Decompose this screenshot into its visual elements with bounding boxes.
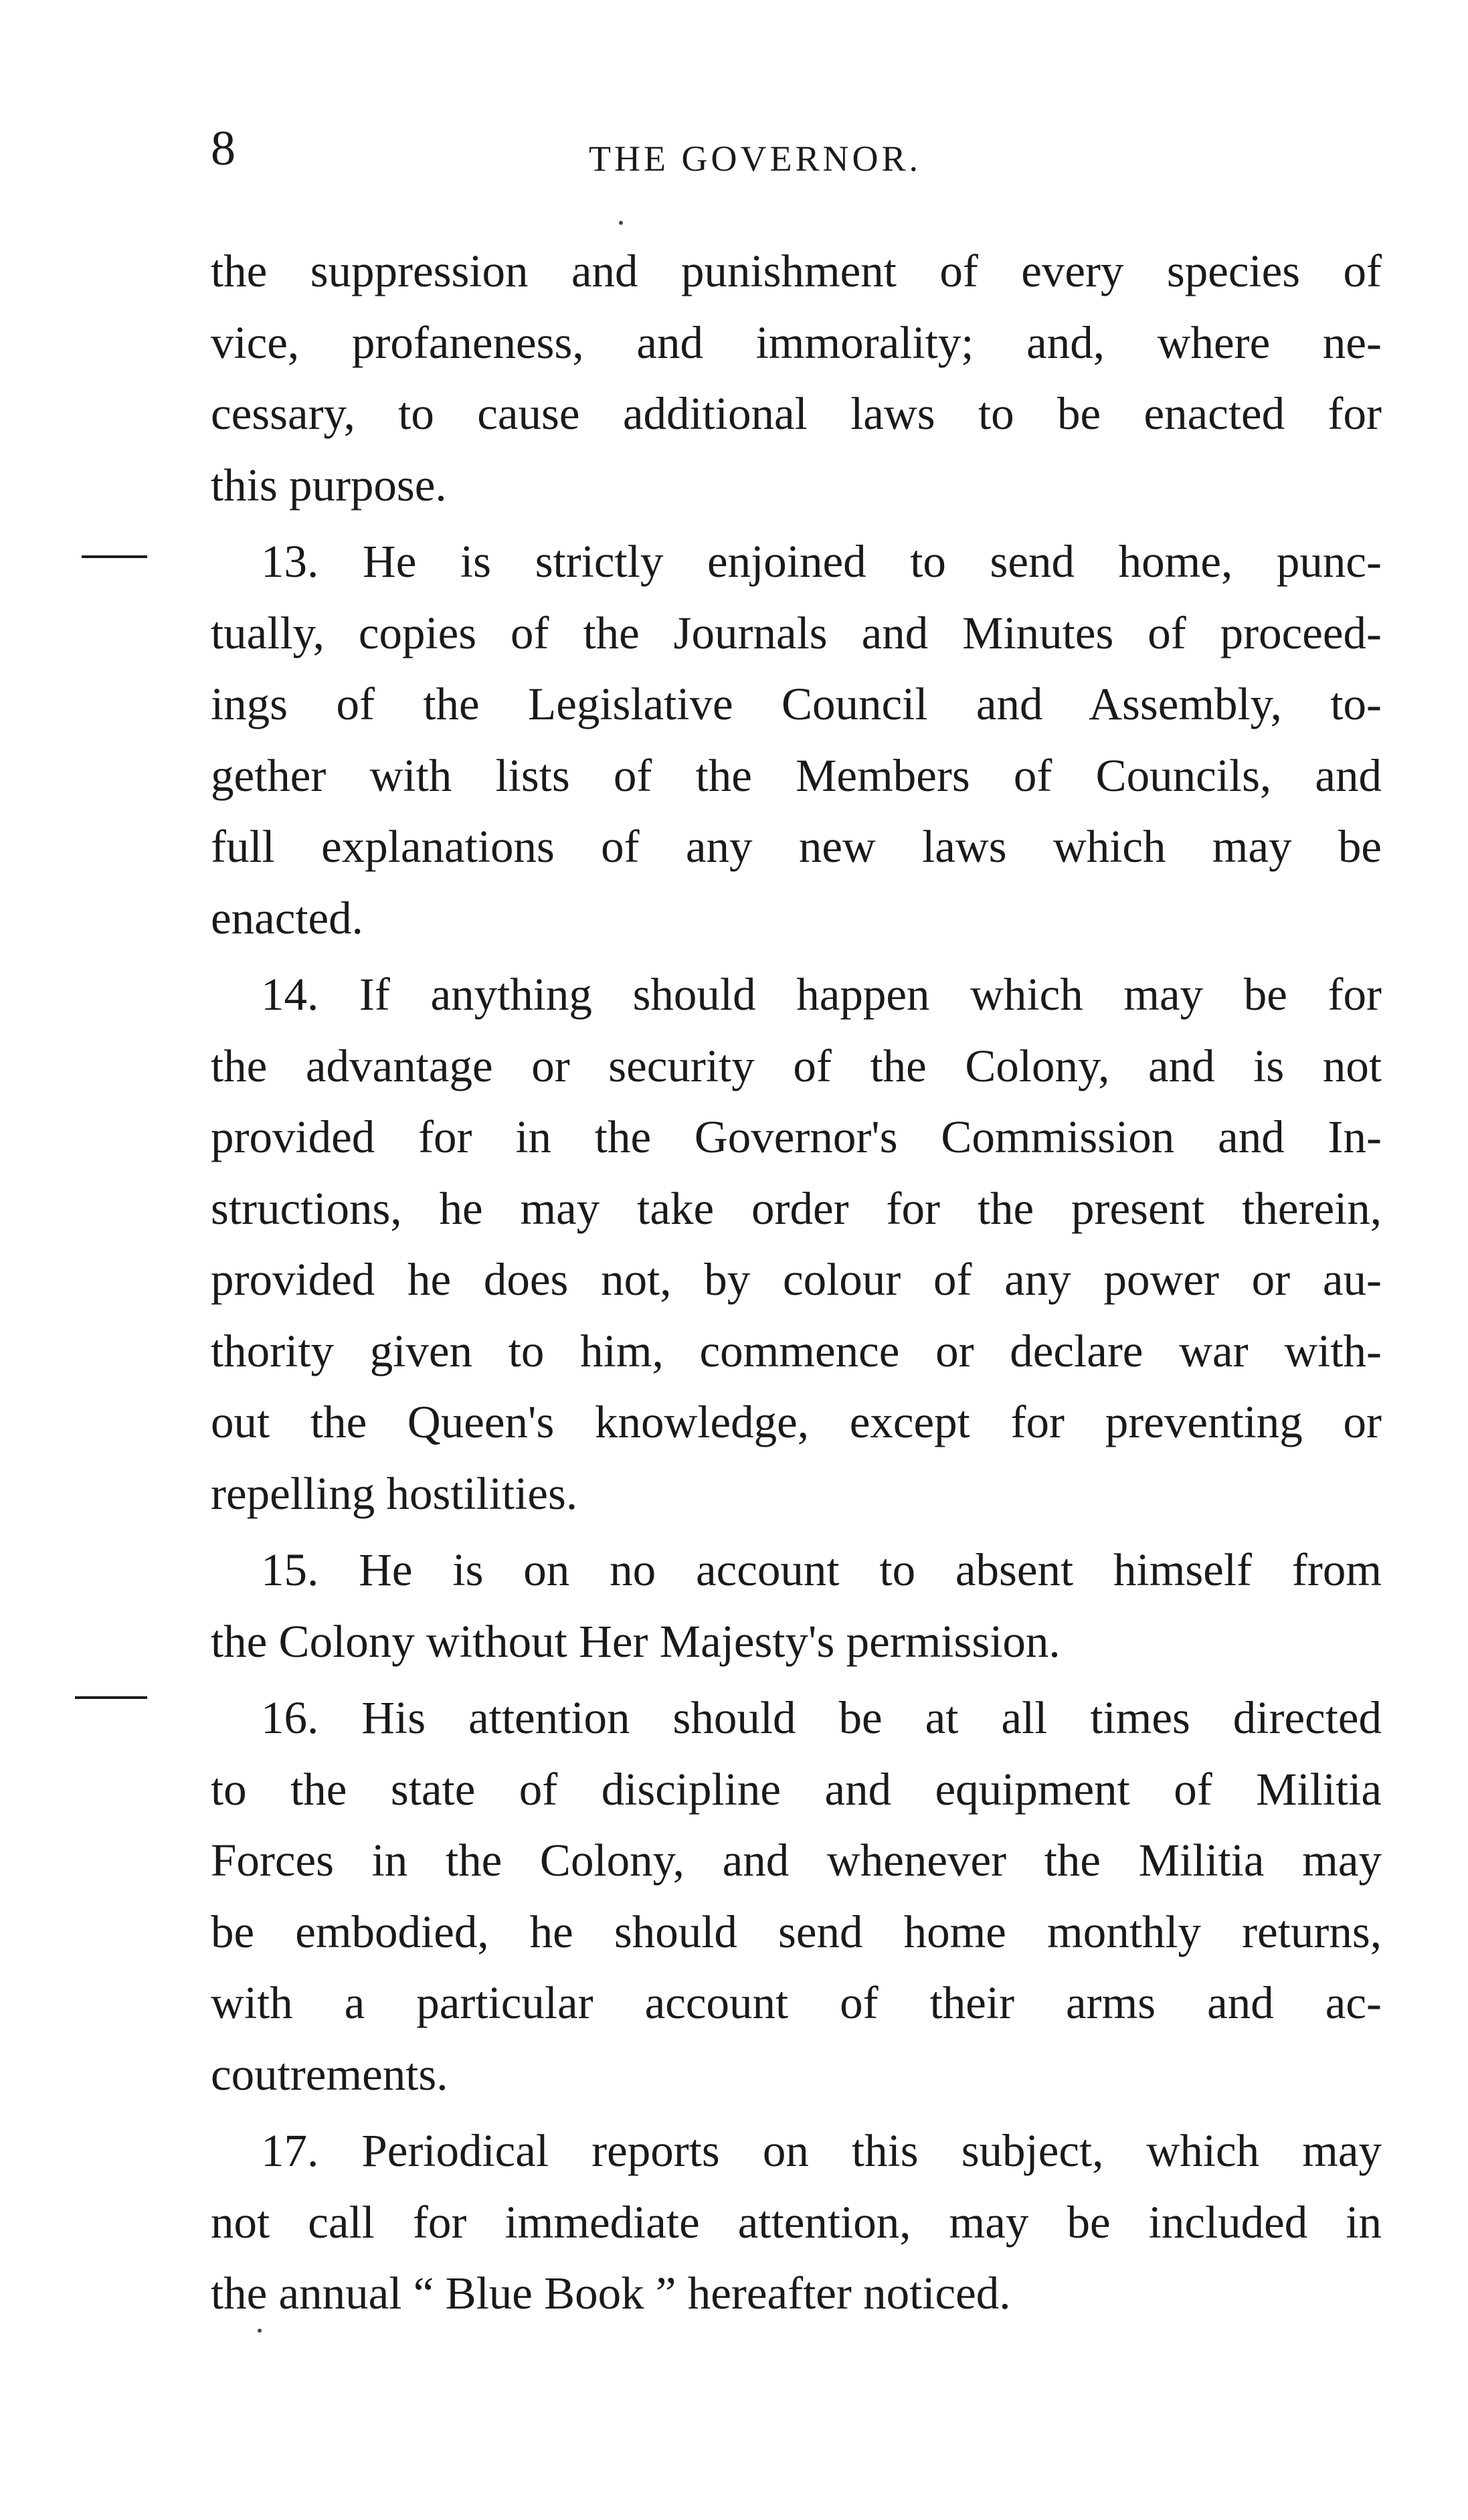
ink-speck <box>258 2329 262 2333</box>
paragraph-15-first-line: 15. He is on no account to absent himself from <box>261 1544 1382 1595</box>
text-line: to the state of discipline and equipment of Militia <box>211 1763 1382 1815</box>
text-line: repelling hostilities. <box>211 1467 578 1519</box>
page-number: 8 <box>211 121 236 176</box>
paragraph-14-first-line: 14. If anything should happen which may be for <box>261 969 1382 1020</box>
text-line: gether with lists of the Members of Councils, and <box>211 749 1382 801</box>
text-line: out the Queen's knowledge, except for preventing or <box>211 1397 1382 1447</box>
margin-dash <box>75 1696 147 1699</box>
text-line: the suppression and punishment of every species of <box>211 246 1382 296</box>
running-title: THE GOVERNOR. <box>589 139 921 179</box>
body-text <box>211 236 1382 2329</box>
text-line: tually, copies of the Journals and Minutes of proceed- <box>211 607 1382 658</box>
text-line: not call for immediate attention, may be included in <box>211 2196 1382 2248</box>
text-line: Forces in the Colony, and whenever the Militia may <box>211 1835 1382 1886</box>
text-line: thority given to him, commence or declare war with- <box>211 1325 1382 1376</box>
text-line: this purpose. <box>211 459 447 511</box>
ink-speck <box>619 221 623 225</box>
text-line: provided for in the Governor's Commission and In- <box>211 1111 1382 1162</box>
text-line: cessary, to cause additional laws to be enacted for <box>211 388 1382 439</box>
text-line: full explanations of any new laws which may be <box>211 821 1382 872</box>
text-line: the Colony without Her Majesty's permission. <box>211 1615 1061 1667</box>
text-line: be embodied, he should send home monthly returns, <box>211 1906 1382 1957</box>
text-line: coutrements. <box>211 2048 448 2100</box>
text-line: ings of the Legislative Council and Assembly, to- <box>211 679 1382 729</box>
text-line: vice, profaneness, and immorality; and, where ne- <box>211 317 1382 368</box>
margin-dash <box>82 555 147 558</box>
paragraph-16-first-line: 16. His attention should be at all times directed <box>261 1692 1382 1743</box>
text-line: enacted. <box>211 892 363 943</box>
text-line: the advantage or security of the Colony, and is not <box>211 1040 1382 1091</box>
text-line: the annual “ Blue Book ” hereafter noticed. <box>211 2268 1011 2319</box>
text-line: provided he does not, by colour of any power or au- <box>211 1254 1382 1305</box>
paragraph-13-first-line: 13. He is strictly enjoined to send home, punc- <box>261 536 1382 587</box>
text-line: structions, he may take order for the present therein, <box>211 1182 1382 1234</box>
text-line: with a particular account of their arms and ac- <box>211 1977 1382 2028</box>
paragraph-17-first-line: 17. Periodical reports on this subject, which may <box>261 2125 1382 2176</box>
